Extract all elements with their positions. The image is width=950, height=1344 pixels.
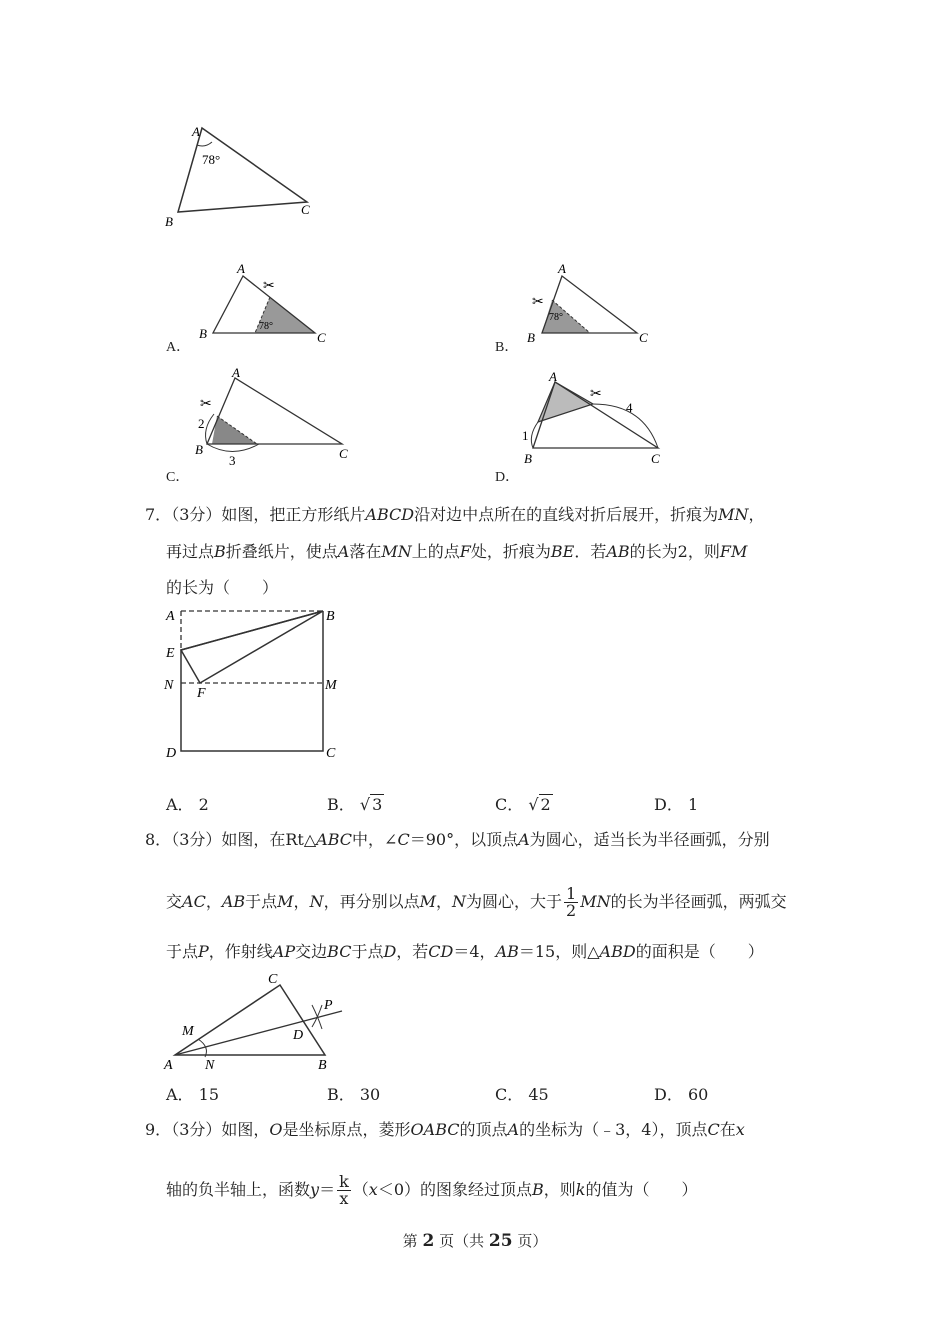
q6-option-C[interactable]: C． — [166, 470, 190, 485]
q9-var: k — [575, 1180, 586, 1199]
q8-label-M: M — [182, 1024, 194, 1039]
q9-number: 9． — [145, 1120, 172, 1139]
q8-fraction — [564, 886, 578, 919]
q7-text: 上的点 — [411, 542, 460, 561]
q9-text: 的坐标为（﹣3，4），顶点 — [519, 1120, 708, 1139]
q8-label-B: B — [318, 1058, 327, 1073]
q8-text: ， — [293, 892, 310, 911]
q7-line-2 — [166, 542, 747, 562]
q7-text: 再过点 — [166, 542, 215, 561]
q7-text: ．若 — [574, 542, 607, 561]
q7-score: （3分） — [171, 505, 222, 524]
q9-var: x — [368, 1180, 378, 1199]
option-key: B． — [327, 1085, 355, 1104]
q6-C-side-2: 2 — [198, 416, 205, 431]
q7-var-ab: AB — [606, 542, 630, 561]
q6-B-label-C: C — [639, 330, 648, 345]
option-key: A． — [166, 795, 194, 814]
q7-label-N: N — [164, 678, 174, 693]
q7-text: 处，折痕为 — [470, 542, 551, 561]
q6-figure-B — [522, 258, 662, 348]
footer-text: 页） — [517, 1232, 548, 1250]
q6-main-triangle — [178, 128, 307, 212]
q8-score: （3分） — [171, 830, 222, 849]
q7-var-be: BE — [550, 542, 575, 561]
q7-var-abcd: ABCD — [365, 505, 415, 524]
q6-B-angle: 78° — [549, 312, 563, 323]
q6-D-label-C: C — [651, 451, 660, 466]
q8-text: 交边 — [295, 942, 328, 961]
q8-text: 于点 — [166, 942, 199, 961]
q6-D-side-1: 1 — [522, 428, 529, 443]
q9-var: O — [269, 1120, 283, 1139]
q6-A-label-B: B — [199, 326, 207, 341]
q6-C-brace-bottom — [207, 444, 259, 452]
q8-text: ，再分别以点 — [323, 892, 420, 911]
q7-line-1 — [145, 505, 765, 525]
q7-text: 折叠纸片，使点 — [225, 542, 338, 561]
q6-A-scissors-icon: ✂ — [263, 279, 275, 294]
q7-label-B: B — [326, 609, 335, 624]
frac-den: x — [339, 1189, 349, 1208]
q8-text: 的长为半径画弧，两弧交 — [610, 892, 787, 911]
q7-option-B[interactable] — [327, 795, 384, 815]
q7-option-C[interactable] — [495, 795, 553, 815]
q6-A-label-C: C — [317, 330, 326, 345]
q7-text: 的长为2，则 — [629, 542, 720, 561]
q8-label-C: C — [268, 972, 278, 987]
q8-text: 于点 — [245, 892, 278, 911]
q6-C-label-A: A — [232, 365, 240, 380]
q7-text: 落在 — [349, 542, 382, 561]
q6-main-label-A: A — [192, 124, 200, 139]
q7-label-D: D — [166, 746, 177, 761]
q6-D-scissors-icon: ✂ — [590, 387, 602, 402]
q7-var-b: B — [214, 542, 226, 561]
option-key: C． — [495, 795, 524, 814]
q8-text: ＝15，则△ — [518, 942, 600, 961]
option-value: 60 — [687, 1085, 709, 1104]
q6-figure-D — [518, 364, 678, 474]
q9-var: OABC — [410, 1120, 460, 1139]
q8-var: ABC — [316, 830, 353, 849]
q8-var: A — [518, 830, 530, 849]
q8-text: 如图，在Rt△ — [221, 830, 317, 849]
q9-var: B — [532, 1180, 544, 1199]
q8-triangle — [175, 985, 325, 1055]
q6-main-label-C: C — [301, 202, 310, 217]
q7-text: 沿对边中点所在的直线对折后展开，折痕为 — [414, 505, 719, 524]
q8-var: AP — [272, 942, 296, 961]
q7-var-mn: MN — [381, 542, 412, 561]
footer-total-pages: 25 — [488, 1231, 513, 1251]
q6-figure-C — [192, 364, 362, 474]
q8-option-B[interactable] — [327, 1085, 380, 1105]
q9-text: 在 — [719, 1120, 736, 1139]
option-key: B． — [327, 795, 355, 814]
q8-label-P: P — [324, 998, 333, 1013]
q8-var: P — [198, 942, 209, 961]
footer-page-number: 2 — [422, 1231, 435, 1251]
q6-A-angle: 78° — [259, 321, 273, 332]
q9-text: 是坐标原点，菱形 — [282, 1120, 411, 1139]
q8-var: BC — [327, 942, 352, 961]
q8-text: ＝90°，以顶点 — [409, 830, 519, 849]
q8-var: AB — [495, 942, 519, 961]
q8-text: 于点 — [351, 942, 384, 961]
q9-text: ＜0）的图象经过顶点 — [377, 1180, 533, 1199]
q9-text: ，则 — [543, 1180, 576, 1199]
q8-text: ＝4， — [453, 942, 496, 961]
q8-option-A[interactable] — [166, 1085, 219, 1105]
q8-var: D — [383, 942, 397, 961]
q6-A-label-A: A — [237, 261, 245, 276]
q8-label-A: A — [164, 1058, 173, 1073]
q8-text: ，作射线 — [208, 942, 273, 961]
q7-label-C: C — [326, 746, 336, 761]
q8-var: M — [419, 892, 436, 911]
option-key: C． — [495, 1085, 524, 1104]
q8-var: N — [451, 892, 466, 911]
option-radicand: 3 — [372, 795, 383, 814]
q6-main-label-B: B — [165, 214, 173, 229]
q6-main-figure — [160, 118, 330, 233]
option-radicand: 2 — [540, 795, 551, 814]
q7-text: 如图，把正方形纸片 — [221, 505, 366, 524]
q8-label-N: N — [205, 1058, 215, 1073]
q9-text: 如图， — [221, 1120, 270, 1139]
sqrt-symbol: √ 2 — [528, 795, 551, 814]
q9-var: y — [310, 1180, 320, 1199]
q6-main-angle-arc — [197, 142, 212, 146]
footer-text: 第 — [402, 1232, 418, 1250]
q6-B-label-B: B — [527, 330, 535, 345]
q6-C-label-C: C — [339, 446, 348, 461]
q8-text: ，若 — [396, 942, 429, 961]
q6-figure-A — [195, 258, 335, 348]
q6-C-scissors-icon: ✂ — [200, 397, 212, 412]
q7-option-A[interactable] — [166, 795, 209, 815]
q7-fold-triangle — [181, 611, 323, 683]
q9-text: （ — [352, 1180, 369, 1199]
q6-C-label-B: B — [195, 442, 203, 457]
q8-var: AC — [182, 892, 206, 911]
q8-var: C — [397, 830, 410, 849]
q8-number: 8． — [145, 830, 172, 849]
q9-line-1 — [145, 1120, 745, 1140]
q8-text: ， — [435, 892, 452, 911]
q9-text: 的值为（ ） — [585, 1180, 698, 1199]
q7-figure — [160, 600, 350, 765]
q8-line-2 — [166, 884, 787, 920]
q6-main-angle: 78° — [202, 152, 221, 167]
q6-C-side-3: 3 — [229, 453, 236, 468]
q6-D-label-A: A — [549, 369, 557, 384]
q8-text: 中，∠ — [352, 830, 398, 849]
option-key: D． — [654, 1085, 683, 1104]
q8-var: AB — [221, 892, 246, 911]
q6-D-side-4: 4 — [626, 400, 633, 415]
q8-var: N — [309, 892, 324, 911]
q8-var: MN — [580, 892, 611, 911]
q8-option-D[interactable] — [654, 1085, 708, 1105]
q6-B-label-A: A — [558, 261, 566, 276]
q8-text: 为圆心，适当长为半径画弧，分别 — [529, 830, 770, 849]
q7-var-mn: MN — [718, 505, 749, 524]
q7-var-fm: FM — [719, 542, 748, 561]
frac-num: k — [339, 1172, 349, 1191]
footer-text: 页（共 — [439, 1232, 485, 1250]
q8-text: 的面积是（ ） — [635, 942, 764, 961]
option-key: D． — [654, 795, 683, 814]
option-value: 30 — [359, 1085, 381, 1104]
q7-line-3: 的长为（ ） — [166, 578, 279, 597]
q9-var: A — [507, 1120, 520, 1139]
q8-var: CD — [428, 942, 454, 961]
q7-option-D[interactable] — [654, 795, 698, 815]
option-value: 1 — [687, 795, 699, 814]
q9-line-2 — [166, 1172, 698, 1208]
page-footer — [0, 1230, 950, 1251]
q8-line-3 — [166, 942, 764, 962]
q7-label-A: A — [166, 609, 175, 624]
q6-option-B[interactable]: B． — [495, 340, 519, 355]
q8-line-1 — [145, 830, 770, 850]
q7-label-F: F — [197, 686, 206, 701]
q8-text: ， — [205, 892, 222, 911]
q9-text: 轴的负半轴上，函数 — [166, 1180, 311, 1199]
q8-option-C[interactable] — [495, 1085, 549, 1105]
sqrt-symbol: √ 3 — [359, 795, 383, 814]
q8-var: M — [277, 892, 294, 911]
q6-option-D[interactable]: D． — [495, 470, 520, 485]
q6-B-scissors-icon: ✂ — [532, 295, 544, 310]
q7-var-a: A — [337, 542, 350, 561]
q7-be-line — [181, 611, 323, 650]
q8-figure — [160, 965, 360, 1075]
q7-number: 7． — [145, 505, 172, 524]
q8-text: 交 — [166, 892, 183, 911]
option-value: 15 — [198, 1085, 220, 1104]
q9-text: ＝ — [319, 1180, 336, 1199]
q6-D-label-B: B — [524, 451, 532, 466]
q8-var: ABD — [599, 942, 636, 961]
q8-text: 为圆心，大于 — [465, 892, 562, 911]
frac-num: 1 — [566, 884, 577, 903]
q7-text: ， — [748, 505, 765, 524]
option-value: 2 — [198, 795, 209, 814]
q6-option-A[interactable]: A． — [166, 340, 191, 355]
q7-var-f: F — [459, 542, 471, 561]
q9-var: x — [735, 1120, 745, 1139]
q9-var: C — [707, 1120, 720, 1139]
option-value: 45 — [528, 1085, 549, 1104]
q9-fraction — [337, 1174, 351, 1207]
q7-label-E: E — [166, 646, 175, 661]
q9-score: （3分） — [171, 1120, 222, 1139]
q9-text: 的顶点 — [459, 1120, 508, 1139]
frac-den: 2 — [566, 901, 577, 920]
q7-label-M: M — [325, 678, 337, 693]
q8-label-D: D — [293, 1028, 304, 1043]
option-key: A． — [166, 1085, 194, 1104]
